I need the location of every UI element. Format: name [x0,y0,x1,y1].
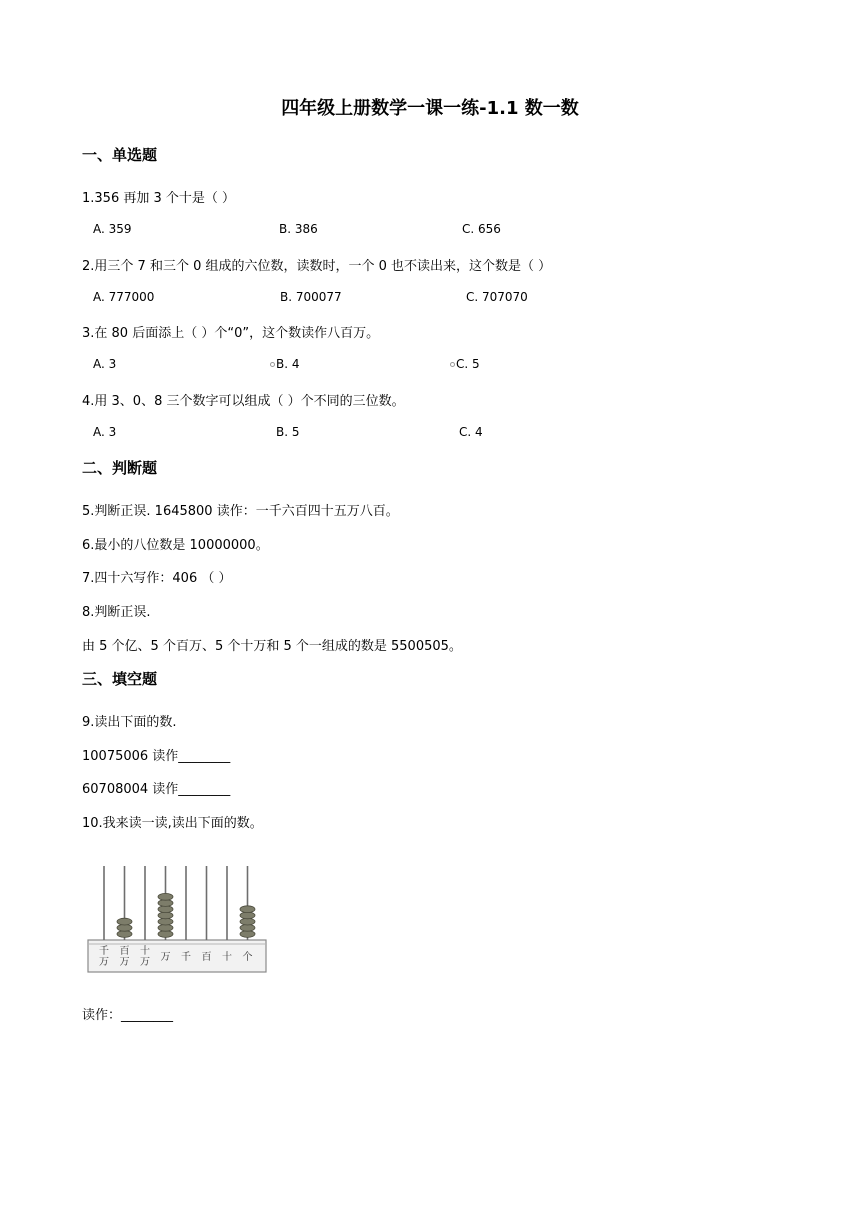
abacus-bead [158,900,173,907]
q3-option-a: A. 3 [93,357,117,371]
q2-option-a: A. 777000 [93,290,155,304]
abacus-bead [158,918,173,925]
question-10-answer: 读作：________ [82,1008,174,1023]
page-title: 四年级上册数学一课一练-1.1 数一数 [281,98,579,119]
bullet-dot-icon [270,362,275,367]
abacus-place-label: 百万 [119,946,130,968]
question-4: 4.用 3、0、8 三个数字可以组成（ ）个不同的三位数。 [82,394,405,409]
abacus-place-label: 百 [201,952,212,963]
q1-option-b: B. 386 [279,222,318,236]
q1-option-a: A. 359 [93,222,132,236]
abacus-bead [158,906,173,913]
question-7: 7.四十六写作：406 （ ） [82,571,232,586]
question-9-item-a: 10075006 读作________ [82,749,231,764]
section-fill-blank: 三、填空题 [82,670,158,688]
abacus-place-label: 十 [222,952,232,963]
abacus-place-label: 千万 [99,946,109,968]
q4-option-a: A. 3 [93,425,117,439]
question-5: 5.判断正误. 1645800 读作：一千六百四十五万八百。 [82,504,399,519]
q3-option-b: B. 4 [276,357,300,371]
q1-option-c: C. 656 [462,222,501,236]
abacus-bead [158,924,173,931]
abacus-bead [117,924,132,931]
q3-option-b-wrap [270,357,300,371]
question-8-title: 8.判断正误. [82,605,151,620]
abacus-bead [117,931,132,938]
q4-option-b: B. 5 [276,425,300,439]
question-3: 3.在 80 后面添上（ ）个“0”，这个数读作八百万。 [82,326,380,341]
q3-option-c: C. 5 [456,357,480,371]
abacus-bead [240,931,255,938]
abacus-bead [158,931,173,938]
q4-option-c: C. 4 [459,425,483,439]
bullet-dot-icon [450,362,455,367]
question-6: 6.最小的八位数是 10000000。 [82,538,269,553]
abacus-bead [117,918,132,925]
abacus-place-label: 万 [160,952,171,963]
abacus-bead [158,912,173,919]
abacus-bead [158,893,173,900]
abacus-bead [240,924,255,931]
q2-option-c: C. 707070 [466,290,528,304]
abacus-place-label: 个 [242,952,253,963]
question-9-title: 9.读出下面的数. [82,715,177,730]
abacus-bead [240,912,255,919]
abacus-figure [86,862,270,976]
section-single-choice: 一、单选题 [82,146,158,164]
abacus-base [88,940,266,972]
q2-option-b: B. 700077 [280,290,342,304]
q3-option-c-wrap [450,357,480,371]
question-10-title: 10.我来读一读,读出下面的数。 [82,816,263,831]
abacus-place-label: 十万 [140,946,150,968]
question-8-body: 由 5 个亿、5 个百万、5 个十万和 5 个一组成的数是 5500505。 [82,639,462,654]
question-9-item-b: 60708004 读作________ [82,782,231,797]
question-2: 2.用三个 7 和三个 0 组成的六位数，读数时，一个 0 也不读出来，这个数是（ ） [82,259,552,274]
question-1: 1.356 再加 3 个十是（ ） [82,191,236,206]
abacus-bead [240,918,255,925]
section-true-false: 二、判断题 [82,459,158,477]
abacus-bead [240,906,255,913]
abacus-place-label: 千 [181,952,191,963]
